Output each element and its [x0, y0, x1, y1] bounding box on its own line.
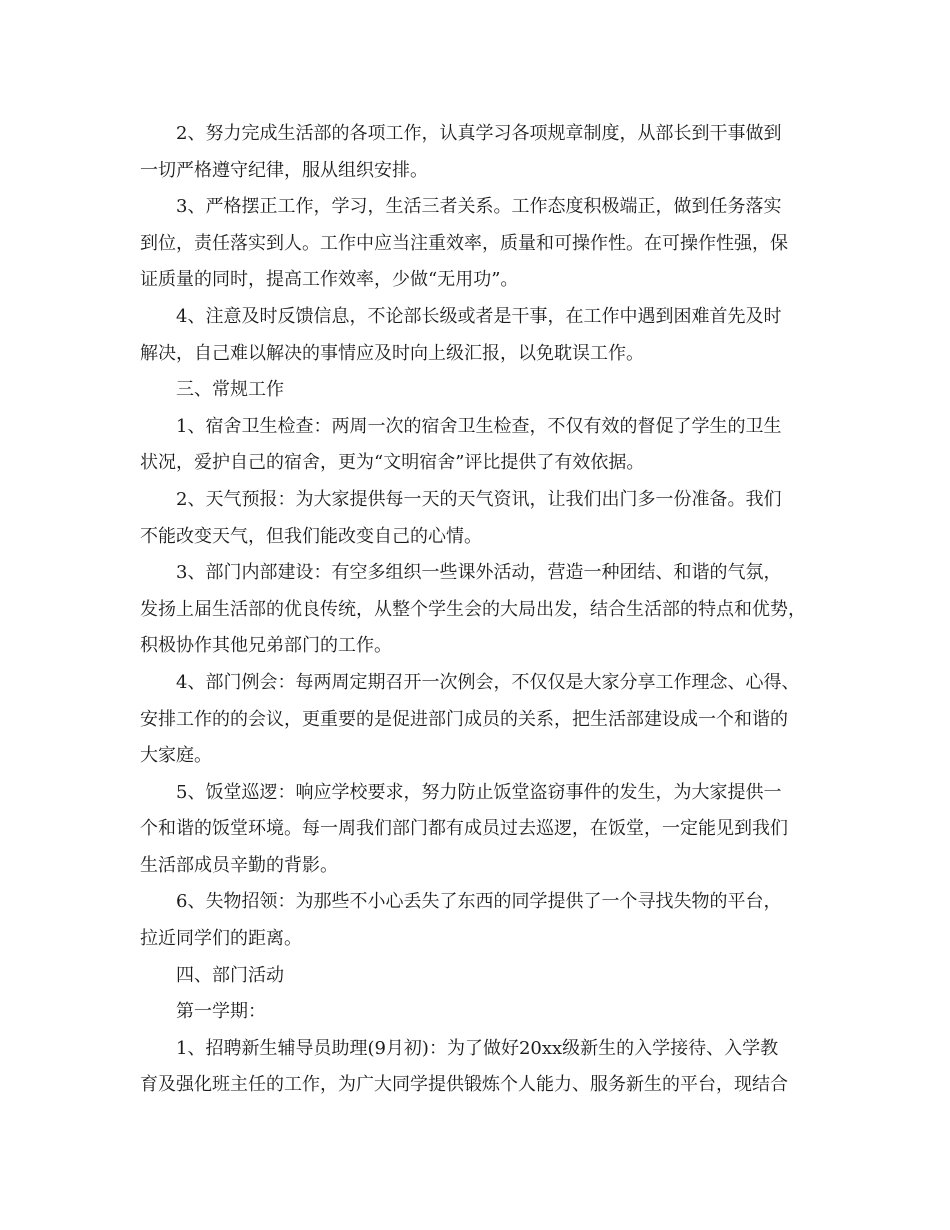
text-line: 发扬上届生活部的优良传统，从整个学生会的大局出发，结合生活部的特点和优势，	[140, 598, 806, 620]
section-heading: 四、部门活动	[176, 964, 284, 986]
text-line: 1、宿舍卫生检查：两周一次的宿舍卫生检查，不仅有效的督促了学生的卫生	[176, 415, 782, 437]
text-line: 到位，责任落实到人。工作中应当注重效率，质量和可操作性。在可操作性强，保	[140, 232, 788, 254]
subsection-heading: 第一学期：	[176, 1001, 266, 1023]
document-body	[140, 116, 830, 1104]
text-line: 6、失物招领：为那些不小心丢失了东西的同学提供了一个寻找失物的平台，	[176, 891, 782, 913]
text-line: 安排工作的的会议，更重要的是促进部门成员的关系，把生活部建设成一个和谐的	[140, 708, 788, 730]
text-line: 大家庭。	[140, 745, 212, 767]
text-line: 不能改变天气，但我们能改变自己的心情。	[140, 525, 482, 547]
text-line: 解决，自己难以解决的事情应及时向上级汇报，以免耽误工作。	[140, 342, 644, 364]
text-line: 2、努力完成生活部的各项工作，认真学习各项规章制度，从部长到干事做到	[176, 123, 782, 144]
text-line: 育及强化班主任的工作，为广大同学提供锻炼个人能力、服务新生的平台，现结合	[140, 1074, 788, 1096]
text-line: 3、部门内部建设：有空多组织一些课外活动，营造一种团结、和谐的气氛，	[176, 562, 782, 584]
text-line: 2、天气预报：为大家提供每一天的天气资讯，让我们出门多一份准备。我们	[176, 488, 782, 510]
text-line: 个和谐的饭堂环境。每一周我们部门都有成员过去巡逻，在饭堂，一定能见到我们	[140, 818, 788, 840]
text-line: 状况，爱护自己的宿舍，更为“文明宿舍”评比提供了有效依据。	[140, 452, 645, 474]
text-line: 5、饭堂巡逻：响应学校要求，努力防止饭堂盗窃事件的发生，为大家提供一	[176, 781, 782, 803]
text-line: 1、招聘新生辅导员助理(9月初)：为了做好20xx级新生的入学接待、入学教	[176, 1037, 779, 1059]
text-line: 4、注意及时反馈信息，不论部长级或者是干事，在工作中遇到困难首先及时	[176, 305, 782, 327]
text-line: 生活部成员辛勤的背影。	[140, 854, 338, 876]
text-line: 证质量的同时，提高工作效率，少做“无用功”。	[140, 269, 519, 291]
section-heading: 三、常规工作	[176, 379, 284, 401]
text-line: 3、严格摆正工作，学习，生活三者关系。工作态度积极端正，做到任务落实	[176, 196, 782, 218]
text-line: 一切严格遵守纪律，服从组织安排。	[140, 159, 428, 181]
text-line: 4、部门例会：每两周定期召开一次例会，不仅仅是大家分享工作理念、心得、	[176, 671, 800, 693]
text-line: 积极协作其他兄弟部门的工作。	[140, 635, 392, 657]
text-line: 拉近同学们的距离。	[140, 928, 302, 950]
